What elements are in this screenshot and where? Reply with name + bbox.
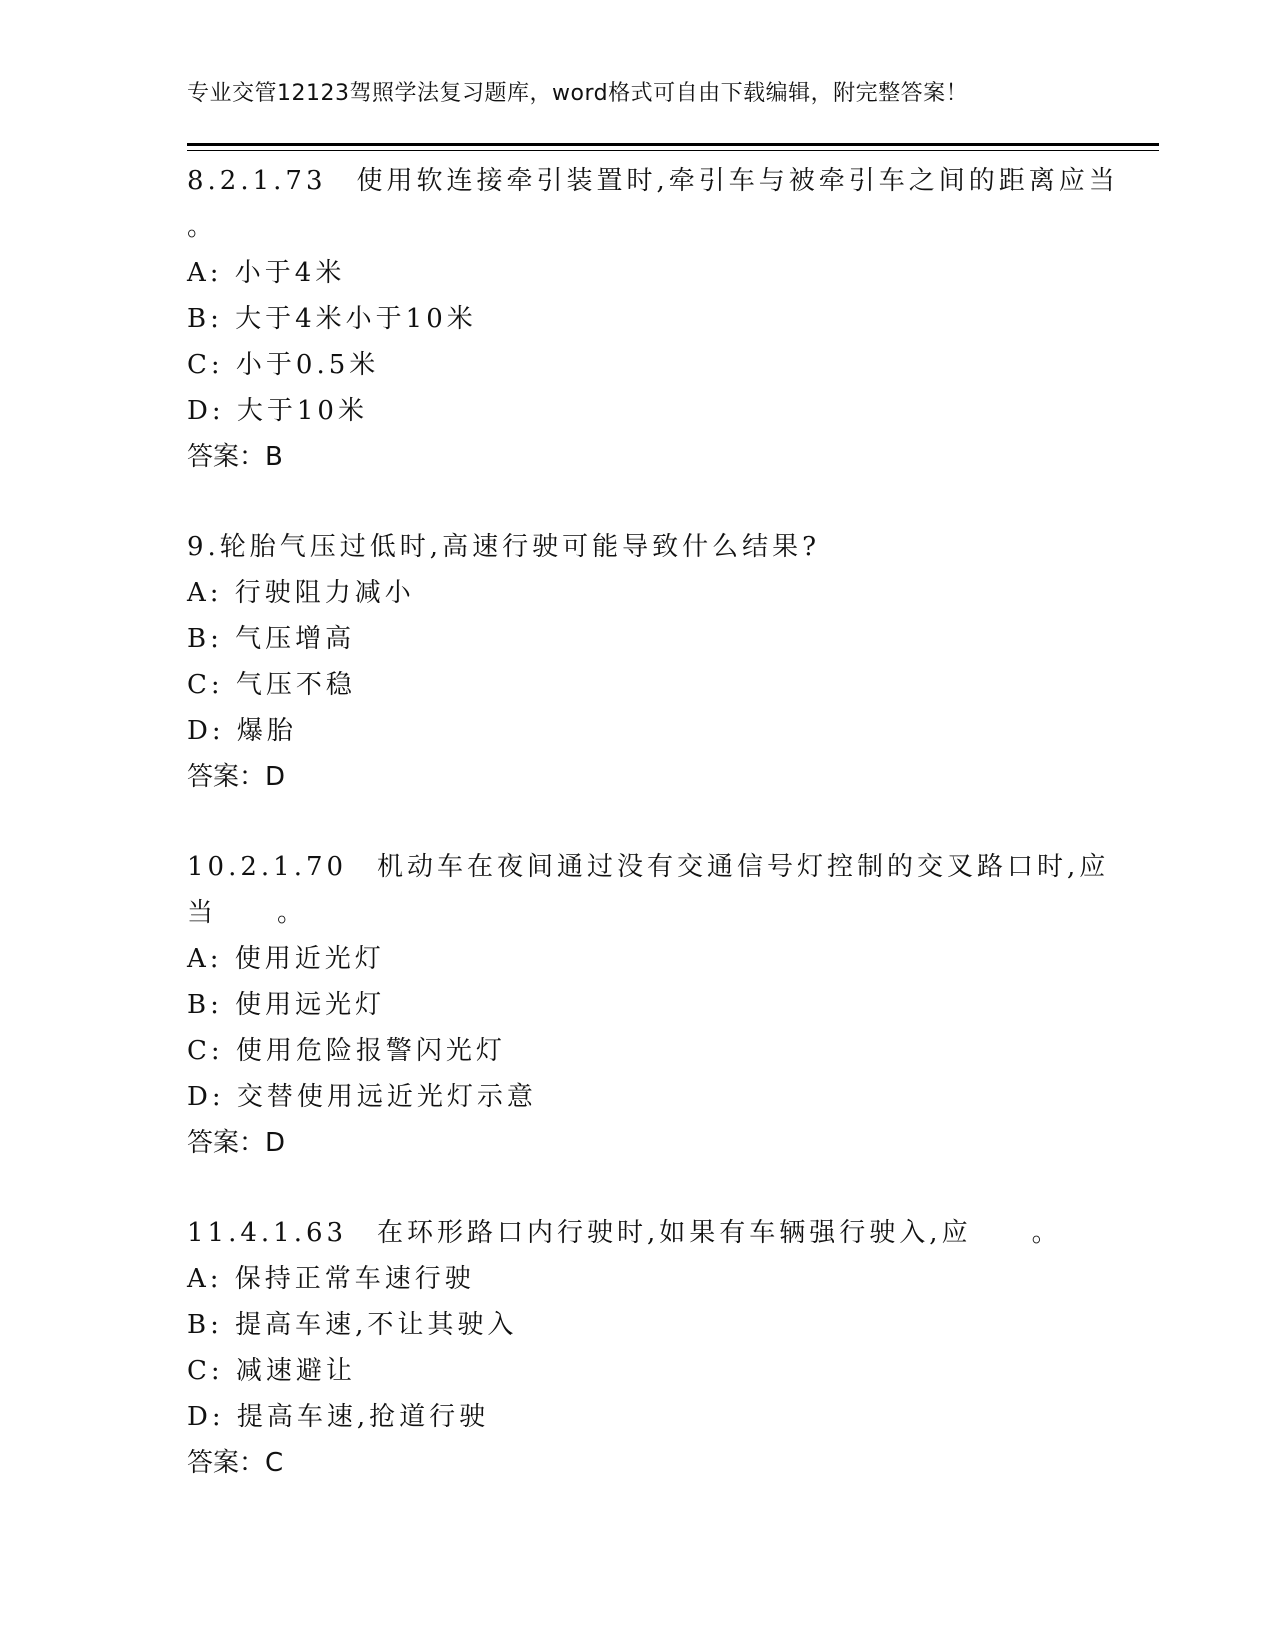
question-item <box>187 1210 1087 1486</box>
option-a: A: 使用近光灯 <box>187 944 385 974</box>
question-stem-line: 8.2.1.73 使用软连接牵引装置时,牵引车与被牵引车之间的距离应当 <box>187 166 1119 196</box>
option-b: B: 大于4米小于10米 <box>187 304 477 334</box>
question-stem-line: 9.轮胎气压过低时,高速行驶可能导致什么结果? <box>187 532 821 562</box>
question-item <box>187 844 1110 1166</box>
option-d: D: 交替使用远近光灯示意 <box>187 1082 537 1112</box>
answer-line: 答案：D <box>187 762 286 792</box>
header-rule-thick <box>187 143 1159 146</box>
option-b: B: 使用远光灯 <box>187 990 386 1020</box>
question-stem-line: 。 <box>187 212 218 242</box>
header-rule-thin <box>187 150 1159 151</box>
option-b: B: 提高车速,不让其驶入 <box>187 1310 518 1340</box>
question-stem-line: 11.4.1.63 在环形路口内行驶时,如果有车辆强行驶入,应 。 <box>187 1218 1062 1248</box>
question-item <box>187 524 1087 800</box>
question-item <box>187 158 1119 480</box>
option-d: D: 爆胎 <box>187 716 297 746</box>
answer-line: 答案：D <box>187 1128 286 1158</box>
answer-line: 答案：B <box>187 442 283 472</box>
question-stem-line: 当 。 <box>187 898 308 928</box>
document-header: 专业交管12123驾照学法复习题库，word格式可自由下载编辑，附完整答案！ <box>187 81 969 106</box>
option-c: C: 小于0.5米 <box>187 350 380 380</box>
option-c: C: 减速避让 <box>187 1356 356 1386</box>
option-b: B: 气压增高 <box>187 624 356 654</box>
option-a: A: 行驶阻力减小 <box>187 578 415 608</box>
option-c: C: 使用危险报警闪光灯 <box>187 1036 506 1066</box>
option-c: C: 气压不稳 <box>187 670 356 700</box>
option-a: A: 小于4米 <box>187 258 346 288</box>
option-a: A: 保持正常车速行驶 <box>187 1264 475 1294</box>
question-stem-line: 10.2.1.70 机动车在夜间通过没有交通信号灯控制的交叉路口时,应 <box>187 852 1110 882</box>
answer-line: 答案：C <box>187 1448 284 1478</box>
option-d: D: 提高车速,抢道行驶 <box>187 1402 490 1432</box>
option-d: D: 大于10米 <box>187 396 368 426</box>
question-list <box>187 158 1119 1530</box>
